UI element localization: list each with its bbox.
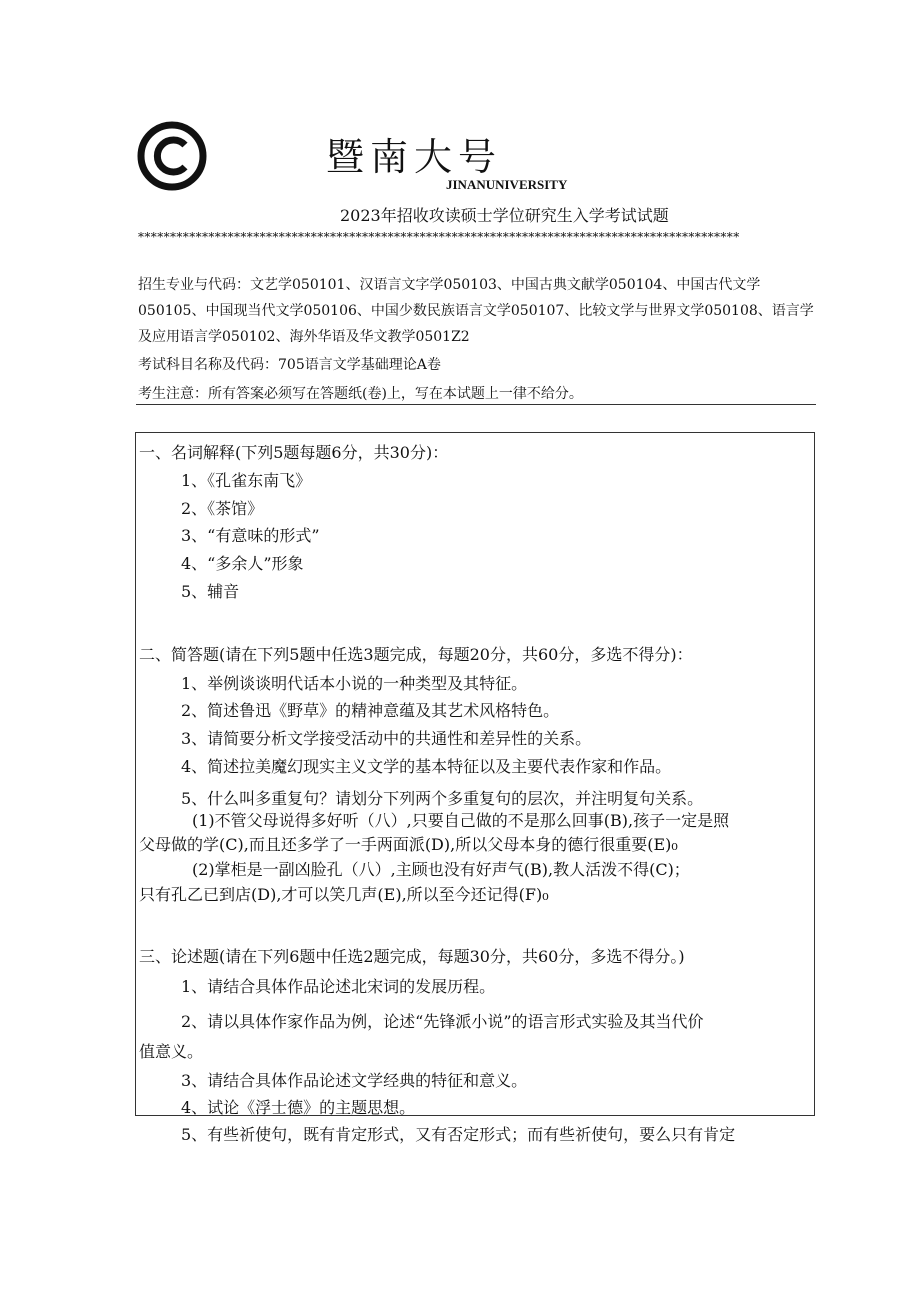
header-divider [136,404,816,405]
section-2-item: 4、简述拉美魔幻现实主义文学的基本特征以及主要代表作家和作品。 [181,757,672,776]
section-1-item: 3、“有意味的形式” [181,526,320,545]
section-1-item: 4、“多余人”形象 [181,554,304,573]
section-2-item: 2、简述鲁迅《野草》的精神意蕴及其艺术风格特色。 [181,701,560,720]
university-logo-icon [136,120,208,192]
section-3-item: 3、请结合具体作品论述文学经典的特征和意义。 [181,1071,528,1090]
section-2-item: 5、什么叫多重复句？请划分下列两个多重复句的层次，并注明复句关系。 [181,789,704,808]
example-sentence-1: (1)不管父母说得多好听（八）,只要自己做的不是那么回事(B),孩子一定是照 [192,811,730,830]
university-name-cn: 暨南大号 [326,135,503,179]
example-sentence-2-cont: 只有孔乙已到店(D),才可以笑几声(E),所以至今还记得(F)₀ [139,885,549,904]
exam-notice: 考生注意：所有答案必须写在答题纸(卷)上，写在本试题上一律不给分。 [138,386,583,402]
section-3-item: 1、请结合具体作品论述北宋词的发展历程。 [181,977,496,996]
exam-title: 2023年招收攻读硕士学位研究生入学考试试题 [340,206,669,225]
section-1-item: 5、辅音 [181,582,240,601]
university-name-en: JINANUNIVERSITY [446,177,568,192]
section-1-title: 一、名词解释(下列5题每题6分，共30分)： [139,443,449,462]
section-2-item: 3、请简要分析文学接受活动中的共通性和差异性的关系。 [181,729,592,748]
section-2-item: 1、举例谈谈明代话本小说的一种类型及其特征。 [181,674,528,693]
section-1-item: 2、《茶馆》 [181,499,264,518]
section-3-title: 三、论述题(请在下列6题中任选2题完成，每题30分，共60分，多选不得分。) [139,947,685,966]
section-3-item-cont: 值意义。 [139,1042,204,1061]
separator-stars: ********************************************************************************************** [138,230,740,244]
section-3-item: 4、试论《浮士德》的主题思想。 [181,1098,416,1117]
section-3-item: 5、有些祈使句，既有肯定形式，又有否定形式；而有些祈使句，要么只有肯定 [181,1125,736,1144]
majors-list: 文艺学050101、汉语言文字学050103、中国古典文献学050104、中国古代文学050105、中国现当代文学050106、中国少数民族语言文学050107、比较文学与世界文学050108、语言学及应用语言学050102、海外华语及华文教学0501Z2 [138,277,814,345]
majors-label: 招生专业与代码： [138,277,250,293]
example-sentence-1-cont: 父母做的学(C),而且还多学了一手两面派(D),所以父母本身的德行很重要(E)₀ [139,835,678,854]
example-sentence-2: (2)掌柜是一副凶脸孔（八）,主顾也没有好声气(B),教人活泼不得(C)； [192,860,690,879]
majors-info [138,272,818,350]
section-3-item: 2、请以具体作家作品为例，论述“先锋派小说”的语言形式实验及其当代价 [181,1012,704,1031]
subject-info: 考试科目名称及代码：705语言文学基础理论A卷 [138,357,441,373]
section-1-item: 1、《孔雀东南飞》 [181,471,312,490]
section-2-title: 二、简答题(请在下列5题中任选3题完成，每题20分，共60分，多选不得分)： [139,645,693,664]
